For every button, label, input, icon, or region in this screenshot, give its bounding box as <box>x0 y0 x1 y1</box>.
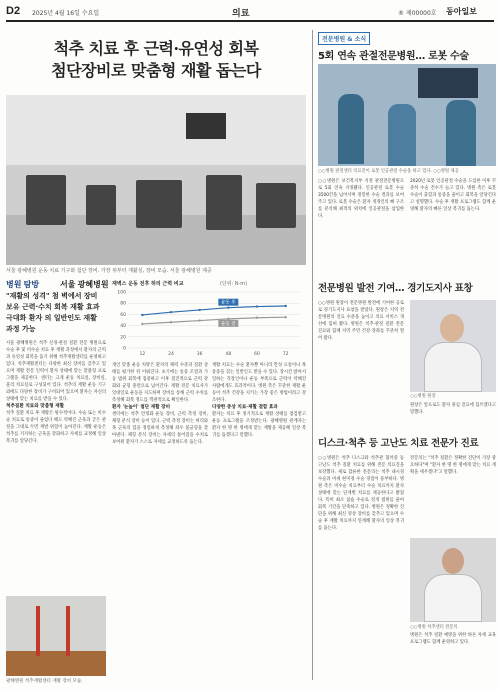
director-portrait <box>410 300 496 392</box>
news-column: 원장은 앞으로도 환자 중심 진료에 힘쓰겠다고 말했다. <box>410 403 496 415</box>
data-point <box>141 323 143 325</box>
series-label: 운동 전 <box>221 321 236 327</box>
rehab-equipment-photo <box>6 596 106 676</box>
exercise-machine <box>86 185 116 225</box>
series-line <box>142 317 285 324</box>
data-point <box>284 316 286 318</box>
portrait-caption: ○○병원 척추센터 전문의 <box>410 625 458 630</box>
section-name: 의료 <box>232 8 250 18</box>
photo-wall <box>6 95 306 165</box>
news-column: ○○병원은 보건복지부 지정 관절전문병원으로 5회 연속 지정됐다. 인공관절 로봇 수술 3500건을 넘어서며 정밀한 수술 결과를 보여주고 있다. 로봇 수술은 환자 개개인의 뼈 구조를 분석해 최적의 위치에 인공관절을 삽입한다. <box>318 179 404 219</box>
y-tick-label: 40 <box>120 324 126 330</box>
x-tick-label: 12 <box>139 352 146 357</box>
article-column-3 <box>212 362 306 680</box>
data-point <box>170 311 172 313</box>
paragraph: 환자는 치료 후 정기적으로 재활 상태를 점검받고 운동 프로그램을 조정받는다. 광혜병원 관계자는 환자 한 명 한 명에게 맞는 재활을 제공해 일상 복귀를 돕겠다고 말했다. <box>212 412 306 438</box>
specialist-portrait <box>410 538 496 622</box>
portrait-caption: ○○병원 원장 <box>410 394 436 399</box>
paragraph: 척추 질환 치료 후 재활은 필수적이다. 수술 또는 비수술 치료로 통증이 줄었다 해도 약해진 근육과 굳은 관절을 그대로 두면 재발 위험이 높아진다. 재활 운동은 척추를 지지하는 근육을 강화하고 자세를 교정해 일상 복귀를 앞당긴다. <box>6 411 106 444</box>
data-point <box>256 317 258 319</box>
issue-date: 2025년 4월 16일 수요일 <box>32 10 100 17</box>
robot-surgery-photo <box>318 64 496 166</box>
paragraph: 재활 치료는 수술 환자뿐 아니라 만성 요통이나 목 통증을 겪는 일반인도 받을 수 있다. 장시간 앉아서 일하는 직장인이나 운동 부족으로 근력이 약해진 사람에게도 효과적이다. 병원 측은 꾸준한 재활 운동이 척추 건강을 지키는 가장 좋은 방법이라고 강조한다. <box>212 363 306 403</box>
news-column: ○○병원 원장이 전문병원 발전에 기여한 공로로 경기도지사 표창을 받았다. 원장은 지역 전문병원의 진료 수준을 높이고 의료 서비스 개선에 힘써 왔다. 병원은 척추·관절 질환 전문 진료와 함께 지역 주민 건강 강좌를 꾸준히 열어 왔다. <box>318 301 404 341</box>
photo-caption: 서울 광혜병원 운동 치료 기구와 첨단 장비. 가장 위부터 재활실, 장비 모습. 서울 광혜병원 제공 <box>6 268 212 274</box>
photo-floor <box>6 651 106 676</box>
column-divider <box>312 30 313 680</box>
news-headline-3: 디스크·척추 등 고난도 치료 전문가 진료 <box>318 438 479 449</box>
paragraph: 센터에는 척추 안정화 운동 장비, 근력 측정 장비, 체형 분석 장비 등이 있다. 근력 측정 장비는 허리와 목 근육의 힘을 정밀하게 측정해 좌우 불균형을 찾아낸다. 체형 분석 장비는 자세의 틀어짐을 수치로 보여줘 환자가 스스로 자세를 교정하도록 돕는다. <box>112 412 208 445</box>
section-heading: 척추질환 치료와 맞춤형 재활 <box>6 404 65 409</box>
article-column-2 <box>112 362 208 680</box>
photo-caption: ○○병원 관절센터 의료진이 로봇 인공관절 수술을 하고 있다. ○○병원 제공 <box>318 169 459 174</box>
photo-tv <box>186 113 226 139</box>
data-point <box>227 306 229 308</box>
equipment-frame <box>36 606 40 656</box>
page-number: D2 <box>6 5 21 17</box>
surgery-monitor <box>418 68 478 98</box>
exercise-machine <box>136 180 182 228</box>
x-tick-label: 24 <box>168 352 174 357</box>
x-tick-label: 36 <box>196 352 203 357</box>
article-column-1 <box>6 340 106 590</box>
y-tick-label: 80 <box>120 301 126 307</box>
surgeon-figure <box>446 100 476 166</box>
feature-tag: 병원 탐방 <box>6 280 40 289</box>
series-label: 운동 후 <box>221 300 236 306</box>
headline-line-2: 첨단장비로 맞춤형 재활 돕는다 <box>51 61 261 80</box>
surgeon-figure <box>388 104 416 166</box>
exercise-machine <box>26 175 66 225</box>
news-tag: 전문병원 & 소식 <box>318 32 370 45</box>
y-tick-label: 0 <box>123 346 126 352</box>
sub-headline: "재활의 성격" 첨 벽에서 장비 보유 근력·수치 회복 재활 효과 극대화 환자 의 일반인도 재활 과정 가능 <box>6 292 100 333</box>
section-heading: 환자 '눈높이' 첨단 재활 장비 <box>112 405 171 410</box>
news-column: 전문의는 "척추 질환은 정확한 진단이 가장 중요하다"며 "환자 한 명 한 명에게 맞는 치료 계획을 세우겠다"고 말했다. <box>410 456 496 475</box>
data-point <box>284 305 286 307</box>
headline-line-1: 척추 치료 후 근력·유연성 회복 <box>53 39 259 58</box>
data-point <box>170 321 172 323</box>
news-column: 병원은 척추 질환 예방을 위한 바른 자세 교육 프로그램도 함께 운영하고 있다. <box>410 633 496 645</box>
news-column: ○○병원은 척추 디스크와 척추관 협착증 등 고난도 척추 질환 치료를 위해 전문 의료진을 보강했다. 새로 합류한 전문의는 척추 내시경 수술과 미세 현미경 수술 경험이 풍부하다. 병원 측은 비수술 치료부터 수술 치료까지 환자 상태에 맞는 단계별 치료를 제공한다고 밝혔다. 특히 최소 침습 수술로 절개 범위를 줄여 회복 기간을 단축하고 있다. 병원은 정확한 진단을 위해 최신 영상 장비를 갖추고 있으며 수술 후 재활 치료까지 연계해 환자의 일상 복귀를 돕는다. <box>318 456 404 531</box>
chart-svg <box>112 288 306 360</box>
y-tick-label: 100 <box>117 290 126 296</box>
chart-subtitle: (단위: N·m) <box>220 281 248 287</box>
data-point <box>227 318 229 320</box>
series-line <box>142 306 285 315</box>
data-point <box>198 319 200 321</box>
photo-caption: 광혜병원 척추재활센터 재활 장비 모습. <box>6 679 83 684</box>
portrait-coat <box>424 342 482 392</box>
x-tick-label: 72 <box>282 352 289 357</box>
exercise-machine <box>256 183 296 228</box>
portrait-face <box>440 314 464 342</box>
issue-code: ® 제00000호 <box>398 10 437 17</box>
newspaper-brand: 동아일보 <box>446 7 477 16</box>
x-tick-label: 48 <box>225 352 232 357</box>
portrait-coat <box>424 574 482 622</box>
strength-chart <box>112 280 306 360</box>
y-tick-label: 60 <box>120 312 126 318</box>
section-heading: 다양한 증상 치료·재활 결합 효과 <box>212 405 278 410</box>
data-point <box>141 314 143 316</box>
portrait-face <box>442 548 464 574</box>
news-column: 2020년 로봇 인공관절 수술을 도입한 이후 꾸준히 수술 건수가 늘고 있다. 병원 측은 로봇 수술이 출혈과 통증을 줄이고 회복을 앞당긴다고 설명했다. 수술 후 재활 프로그램도 함께 운영해 환자의 빠른 일상 복귀를 돕는다. <box>410 179 496 212</box>
exercise-machine <box>206 175 242 230</box>
y-tick-label: 20 <box>120 335 126 341</box>
news-headline-1: 5회 연속 관절전문병원… 로봇 수술 <box>318 51 469 62</box>
news-headline-2: 전문병원 발전 기여… 경기도지사 표창 <box>318 283 473 294</box>
rehab-center-photo <box>6 95 306 265</box>
x-tick-label: 60 <box>254 352 260 357</box>
paragraph: 서울 광혜병원은 척추 신경·관절 질환 전문 병원으로 수술 후 및 비수술 치료 후 재활 과정에서 환자의 근력과 유연성 회복을 돕기 위해 척추재활센터를 운영하고 있다. 척추재활센터는 다양한 최신 장비를 갖추고 있으며 재활 전문 인력이 환자 상태에 맞는 맞춤형 프로그램을 제공한다. 센터는 크게 운동 치료실, 장비실, 물리 치료실로 구성되어 있다. 척추의 재활 운동 기구 외에도 다양한 장비가 구비되어 있으며 환자는 자신의 상태에 맞는 치료를 받을 수 있다. <box>6 341 106 402</box>
equipment-frame <box>66 606 70 656</box>
data-point <box>256 305 258 307</box>
main-headline <box>6 38 306 82</box>
hospital-name: 서울 광혜병원 <box>60 280 109 289</box>
chart-title: 재벽스 운동 전후 허리 근력 비교 <box>112 281 184 287</box>
surgeon-figure <box>338 94 364 164</box>
data-point <box>198 309 200 311</box>
paragraph: 개인 맞춤 운동 처방은 환자의 체력 수준과 질환 상태를 평가한 뒤 이뤄진다. 초기에는 통증 조절과 가동 범위 회복에 집중하고 이후 점진적으로 근력 강화와 균형 훈련으로 넘어간다. 재활 전문 치료사가 일대일로 운동을 지도하며 장비를 통해 근력 수치를 측정해 회복 정도를 객관적으로 확인한다. <box>112 363 208 403</box>
page-header <box>6 4 494 22</box>
